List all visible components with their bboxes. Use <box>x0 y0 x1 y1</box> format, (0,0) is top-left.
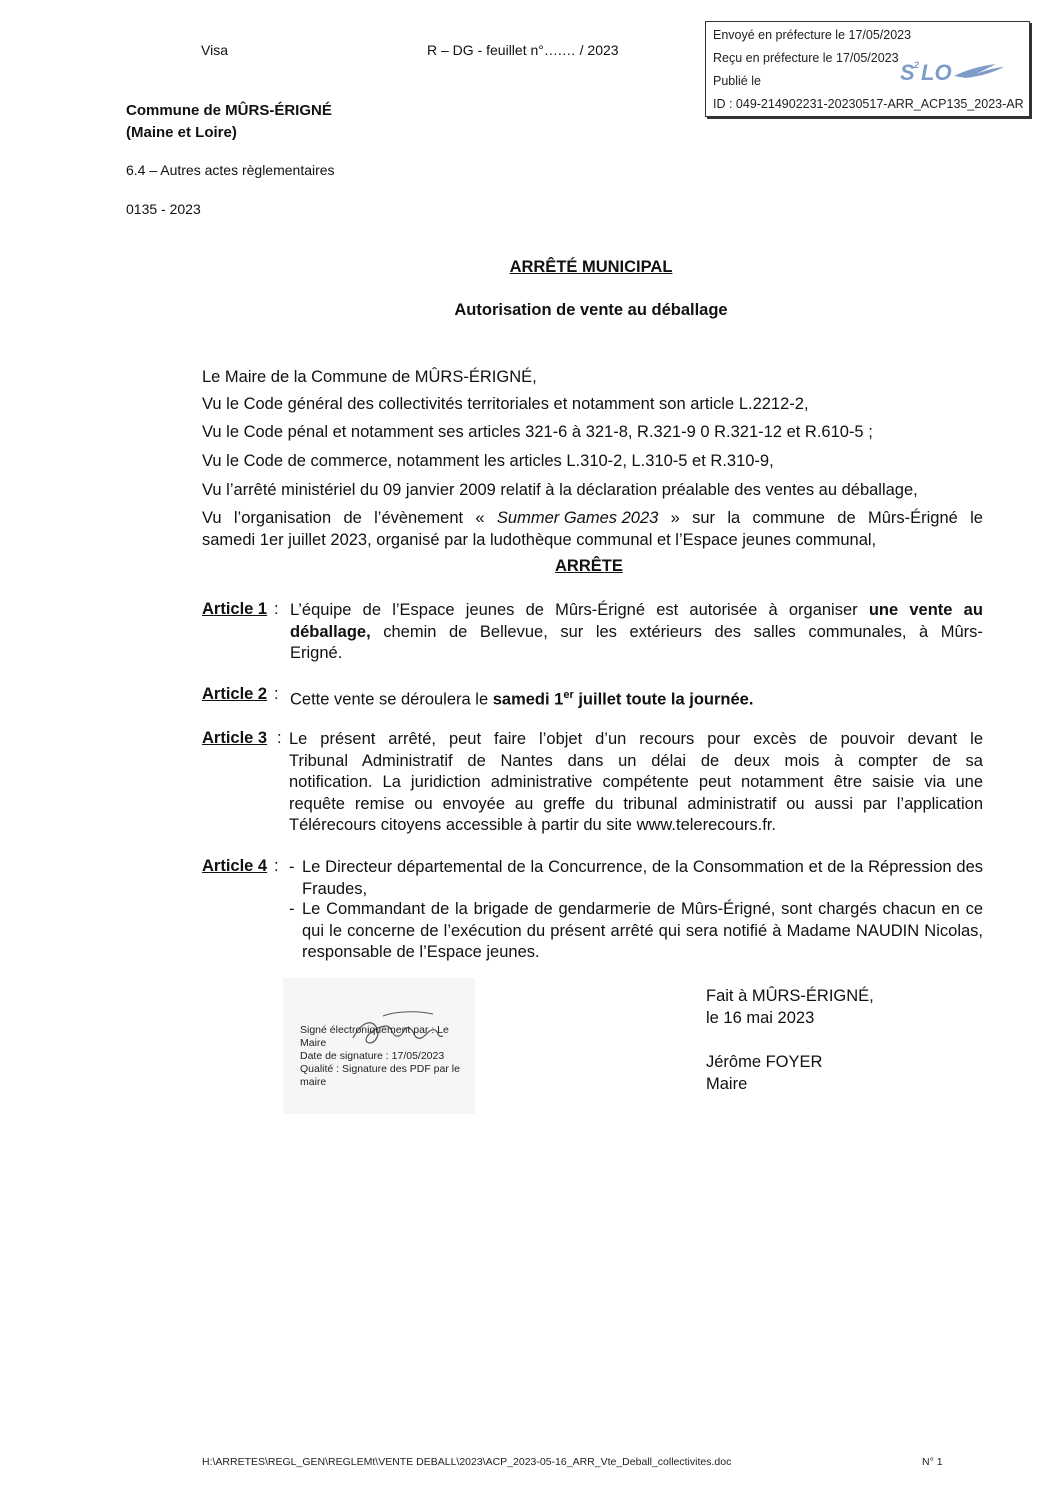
consideration-ministerial-order: Vu l’arrêté ministériel du 09 janvier 2009 relatif à la déclaration préalable des ventes au déballage, <box>202 481 918 499</box>
act-category: 6.4 – Autres actes règlementaires <box>126 162 335 178</box>
article-2-date-day: samedi 1 <box>492 690 564 709</box>
consideration-cgct: Vu le Code général des collectivités territoriales et notamment son article L.2212-2, <box>202 395 809 413</box>
s2lo-logo <box>896 56 1016 86</box>
article-3-line5: Télérecours citoyens accessible à partir du site www.telerecours.fr. <box>289 816 776 834</box>
article-2-label: Article 2 <box>202 685 268 703</box>
stamp-id: ID : 049-214902231-20230517-ARR_ACP135_2023-AR <box>713 97 1024 111</box>
stamp-sent: Envoyé en préfecture le 17/05/2023 <box>713 28 912 42</box>
esig-line-1: Signé électroniquement par : Le <box>300 1024 449 1036</box>
article-4-item-2-text: Le Commandant de la brigade de gendarmerie de Mûrs-Érigné, sont chargés chacun en ce qui le concerne de l’exécution du présent arrêté qui sera notifié à Madame NAUDIN Nicolas, responsable de l’Espace jeunes. <box>302 900 983 961</box>
document-title: ARRÊTÉ MUNICIPAL <box>509 258 673 276</box>
stamp-received: Reçu en préfecture le 17/05/2023 <box>713 51 899 65</box>
article-3-line2: Tribunal Administratif de Nantes dans un délai de deux mois à compter de sa <box>289 751 983 770</box>
svg-text:S: S <box>900 60 915 85</box>
stamp-published: Publié le <box>713 74 761 88</box>
article-2-colon: : <box>274 685 279 703</box>
consideration-mayor: Le Maire de la Commune de MÛRS-ÉRIGNÉ, <box>202 368 537 386</box>
signature-place: Fait à MÛRS-ÉRIGNÉ, <box>706 987 874 1005</box>
footer-page-number: N° 1 <box>922 1456 943 1468</box>
signature-signer: Jérôme FOYER <box>706 1053 823 1071</box>
article-4-label: Article 4 <box>202 857 268 875</box>
article-4-item-2: - Le Commandant de la brigade de gendarmerie de Mûrs-Érigné, sont chargés chacun en ce qui le concerne de l’exécution du présent arrêté qui sera notifié à Madame NAUDIN Nicolas, responsable de l’Espace jeunes. <box>289 899 983 964</box>
consideration-commerce-code: Vu le Code de commerce, notamment les articles L.310-2, L.310-5 et R.310-9, <box>202 452 774 470</box>
article-3-line3: notification. La juridiction administrative compétente peut notamment être saisie via une <box>289 773 983 791</box>
register-reference: R – DG - feuillet n°….… / 2023 <box>427 42 619 58</box>
article-3-label: Article 3 <box>202 729 268 747</box>
article-1-line3: Erigné. <box>290 644 343 662</box>
article-2-date-rest: juillet toute la journée. <box>573 690 754 709</box>
signature-role: Maire <box>706 1075 748 1093</box>
article-1-label: Article 1 <box>202 600 268 618</box>
esig-line-2: Maire <box>300 1037 327 1049</box>
article-3-line4: requête remise ou envoyée au greffe du tribunal administratif ou aussi par l’application <box>289 794 983 813</box>
article-4-colon: : <box>274 857 279 875</box>
svg-text:LO: LO <box>921 60 952 85</box>
article-3-line1: Le présent arrêté, peut faire l’objet d’un recours pour excès de pouvoir devant le <box>289 730 983 748</box>
prefecture-stamp <box>705 21 1030 117</box>
article-4-item-1: - Le Directeur départemental de la Concurrence, de la Consommation et de la Répression des Fraudes, <box>289 857 983 900</box>
consideration-event-line1: Vu l’organisation de l’évènement « Summer Games 2023 » sur la commune de Mûrs-Érigné le <box>202 509 983 527</box>
esig-line-5: maire <box>300 1076 327 1088</box>
electronic-signature-box <box>283 978 475 1114</box>
event-name: Summer Games 2023 <box>496 509 659 527</box>
department-name: (Maine et Loire) <box>126 124 237 141</box>
article-3-body <box>289 729 983 837</box>
signature-date: le 16 mai 2023 <box>706 1009 815 1027</box>
footer-file-path: H:\ARRETES\REGL_GEN\REGLEMt\VENTE DEBALL\2023\ACP_2023-05-16_ARR_Vte_Deball_collectivites.doc <box>202 1456 732 1468</box>
signature-block <box>706 985 874 1095</box>
consideration-event-line2: samedi 1er juillet 2023, organisé par la ludothèque communal et l’Espace jeunes communal, <box>202 531 877 549</box>
act-number: 0135 - 2023 <box>126 201 201 217</box>
visa-label: Visa <box>201 42 228 58</box>
article-3-colon: : <box>277 729 282 747</box>
article-1-colon: : <box>274 600 279 618</box>
esig-line-4: Qualité : Signature des PDF par le <box>300 1063 460 1075</box>
article-2-date-sup: er <box>563 689 574 701</box>
electronic-signature-text <box>300 1024 475 1089</box>
commune-name: Commune de MÛRS-ÉRIGNÉ <box>126 102 332 119</box>
article-2-body <box>290 685 983 711</box>
esig-line-3: Date de signature : 17/05/2023 <box>300 1050 445 1062</box>
consideration-penal-code: Vu le Code pénal et notamment ses articles 321-6 à 321-8, R.321-9 0 R.321-12 et R.610-5 ; <box>202 423 873 441</box>
document-subtitle: Autorisation de vente au déballage <box>454 301 728 319</box>
svg-text:2: 2 <box>914 60 920 70</box>
decree-heading: ARRÊTE <box>555 557 623 575</box>
article-1-body: L’équipe de l’Espace jeunes de Mûrs-Érigné est autorisée à organiser une vente au déballage, chemin de Bellevue, sur les extérieurs des salles communales, à Mûrs- Erigné. <box>290 600 983 665</box>
article-2-text: Cette vente se déroulera le <box>290 690 493 709</box>
article-4-item-1-text: Le Directeur départemental de la Concurrence, de la Consommation et de la Répression des Fraudes, <box>302 858 983 898</box>
